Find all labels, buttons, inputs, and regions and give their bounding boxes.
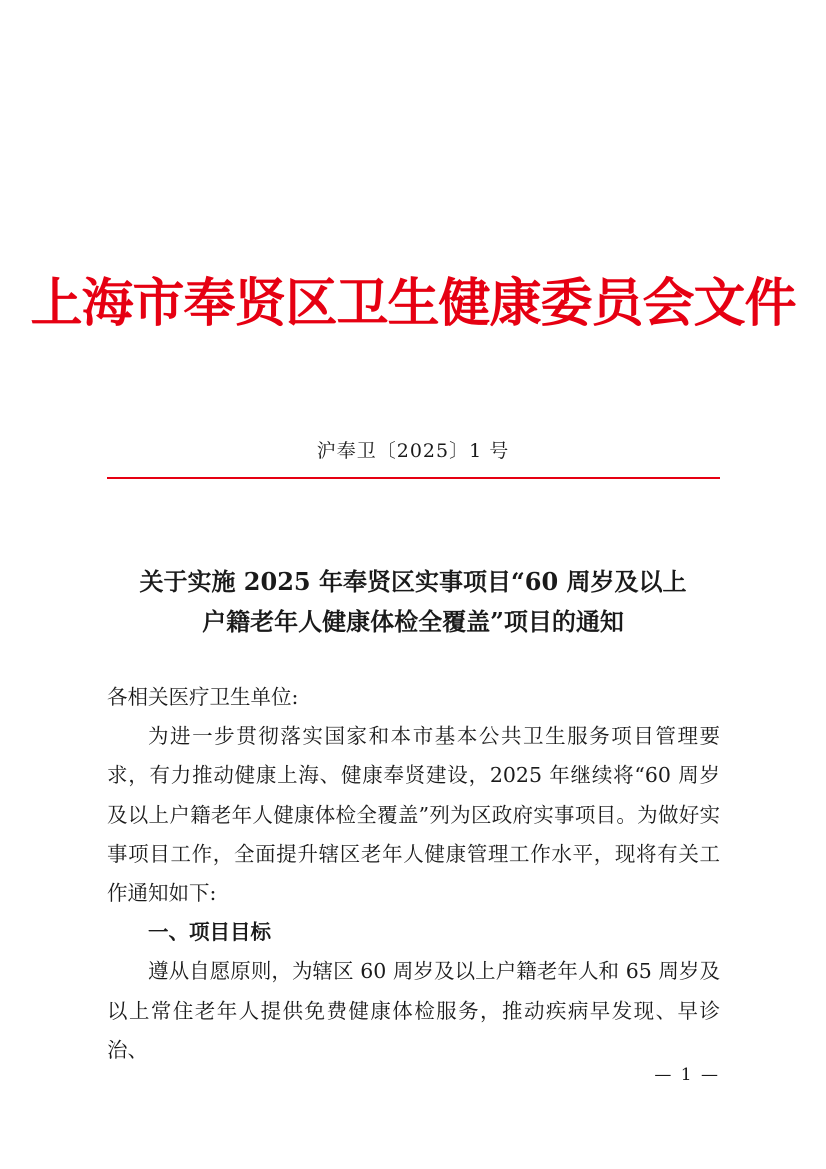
- page-number: — 1 —: [654, 1065, 720, 1085]
- document-body: [107, 678, 720, 1070]
- notice-title: [0, 562, 826, 642]
- notice-title-line-1: 关于实施 2025 年奉贤区实事项目“60 周岁及以上: [139, 567, 687, 596]
- notice-title-line-2: 户籍老年人健康体检全覆盖”项目的通知: [202, 607, 624, 636]
- salutation: 各相关医疗卫生单位:: [107, 685, 299, 709]
- red-separator-line: [107, 477, 720, 479]
- body-paragraph-goal: 遵从自愿原则，为辖区 60 周岁及以上户籍老年人和 65 周岁及以上常住老年人提供免费健康体检服务，推动疾病早发现、早诊治、: [107, 959, 720, 1062]
- body-paragraph-intro: 为进一步贯彻落实国家和本市基本公共卫生服务项目管理要求，有力推动健康上海、健康奉贤建设，2025 年继续将“60 周岁及以上户籍老年人健康体检全覆盖”列为区政府实事项目。为做好实事项目工作，全面提升辖区老年人健康管理工作水平，现将有关工作通知如下:: [107, 724, 720, 906]
- issuing-authority-title: 上海市奉贤区卫生健康委员会文件: [30, 273, 796, 334]
- section-heading-project-goal: 一、项目目标: [148, 920, 271, 945]
- document-number: 沪奉卫〔2025〕1 号: [316, 440, 510, 462]
